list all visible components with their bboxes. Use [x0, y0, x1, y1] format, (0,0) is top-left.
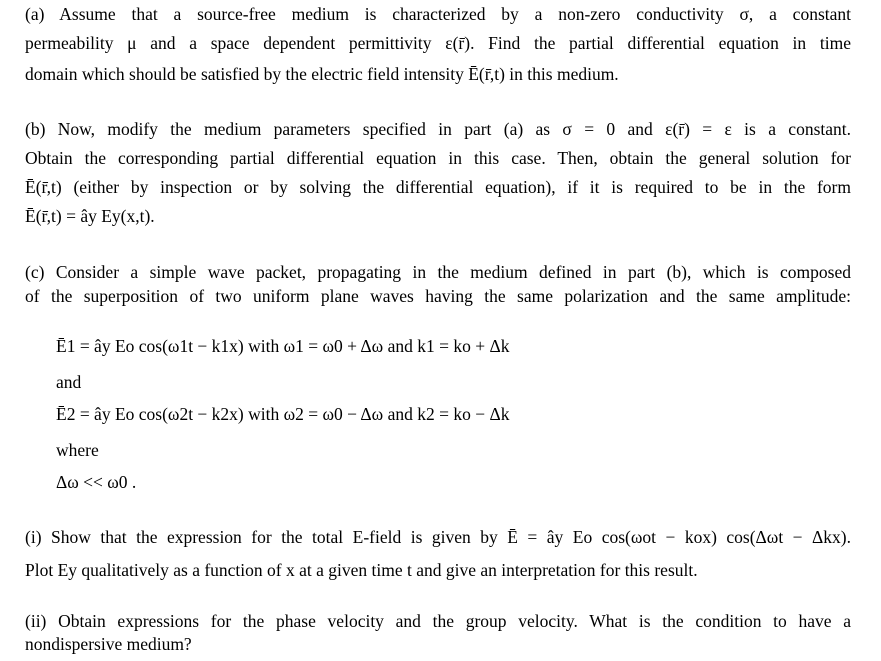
equation-e2: Ē2 = ây Eo cos(ω2t − k2x) with ω2 = ω0 − Δω and k2 = ko − Δk — [56, 404, 510, 424]
part-c-line-2: of the superposition of two uniform plane waves having the same polarization and the same amplitude: — [25, 286, 851, 306]
part-i-line-1: (i) Show that the expression for the total E-field is given by Ē = ây Eo cos(ωot − kox) cos(Δωt − Δkx). — [25, 527, 851, 547]
part-a-line-2: permeability μ and a space dependent permittivity ε(r̄). Find the partial differential equation in time — [25, 33, 851, 53]
part-i-line-2: Plot Ey qualitatively as a function of x at a given time t and give an interpretation for this result. — [25, 560, 698, 580]
where-label: where — [56, 440, 99, 460]
part-a-line-1: (a) Assume that a source-free medium is characterized by a non-zero conductivity σ, a constant — [25, 4, 851, 24]
part-a-line-3: domain which should be satisfied by the electric field intensity Ē(r̄,t) in this medium. — [25, 64, 619, 84]
part-b-line-1: (b) Now, modify the medium parameters specified in part (a) as σ = 0 and ε(r̄) = ε is a constant. — [25, 119, 851, 139]
part-b-line-3: Ē(r̄,t) (either by inspection or by solving the differential equation), if it is required to be in the form — [25, 177, 851, 197]
part-b-line-4: Ē(r̄,t) = ây Ey(x,t). — [25, 206, 155, 226]
part-c-line-1: (c) Consider a simple wave packet, propagating in the medium defined in part (b), which is composed — [25, 262, 851, 282]
part-ii-line-2: nondispersive medium? — [25, 634, 192, 654]
part-ii-line-1: (ii) Obtain expressions for the phase velocity and the group velocity. What is the condition to have a — [25, 611, 851, 631]
part-b-line-2: Obtain the corresponding partial differential equation in this case. Then, obtain the general solution for — [25, 148, 851, 168]
and-label: and — [56, 372, 82, 392]
condition-equation: Δω << ω0 . — [56, 472, 137, 492]
equation-e1: Ē1 = ây Eo cos(ω1t − k1x) with ω1 = ω0 + Δω and k1 = ko + Δk — [56, 336, 510, 356]
